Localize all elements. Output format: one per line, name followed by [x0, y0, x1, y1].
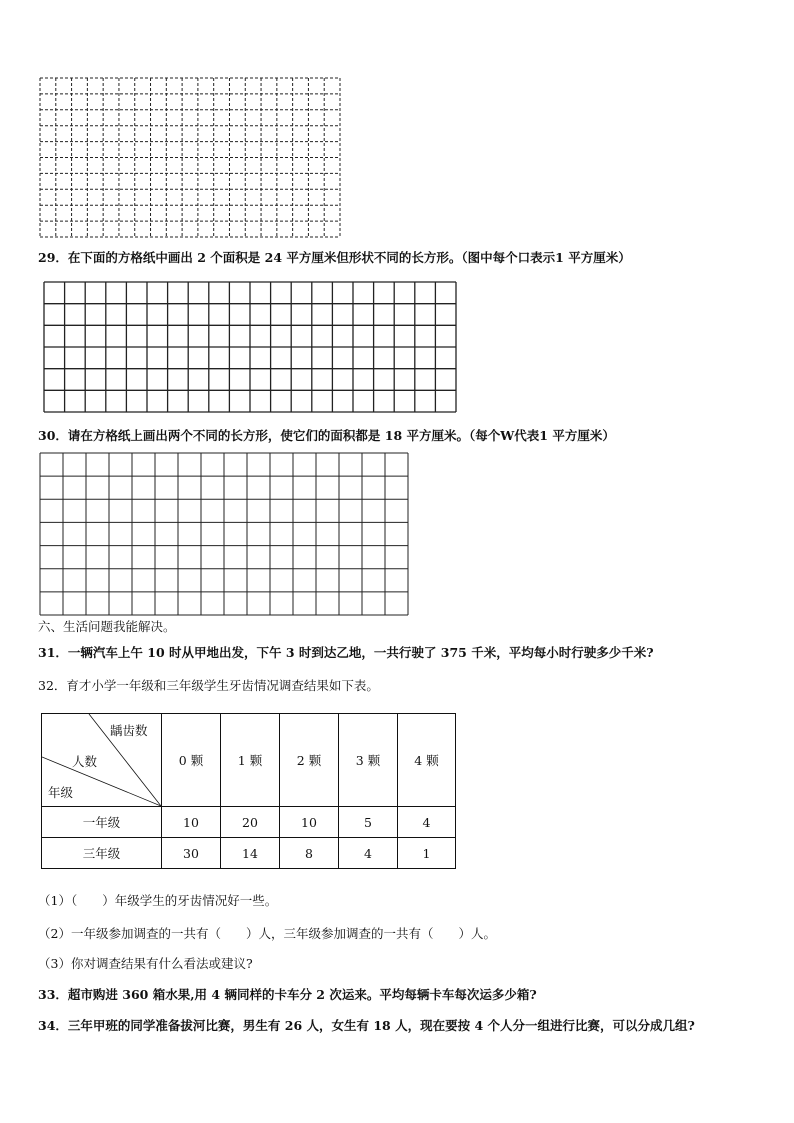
table-cell: 5 — [339, 807, 398, 838]
corner-label-top: 龋齿数 — [110, 723, 148, 738]
corner-label-middle: 人数 — [72, 754, 98, 769]
question-31: 31．一辆汽车上午 10 时从甲地出发，下午 3 时到达乙地，一共行驶了 375 千米，平均每小时行驶多少千米? — [38, 645, 654, 660]
question-32-part-2: （2）一年级参加调查的一共有（ ）人，三年级参加调查的一共有（ ）人。 — [38, 926, 496, 941]
row-label: 三年级 — [42, 838, 162, 869]
header-cell: 0 颗 — [162, 714, 221, 807]
grid-paper-q30[interactable] — [39, 452, 409, 616]
question-29: 29．在下面的方格纸中画出 2 个面积是 24 平方厘米但形状不同的长方形。（图中每个口表示1 平方厘米） — [38, 250, 631, 265]
table-cell: 14 — [221, 838, 280, 869]
row-label: 一年级 — [42, 807, 162, 838]
question-32-part-3: （3）你对调查结果有什么看法或建议? — [38, 956, 253, 971]
question-30: 30．请在方格纸上画出两个不同的长方形，使它们的面积都是 18 平方厘米。（每个W代表1 平方厘米） — [38, 428, 615, 443]
table-cell: 10 — [280, 807, 339, 838]
table-cell: 30 — [162, 838, 221, 869]
survey-table — [41, 713, 456, 869]
grid-paper-q29[interactable] — [43, 281, 457, 413]
section-heading: 六、生活问题我能解决。 — [38, 619, 176, 634]
question-32: 32．育才小学一年级和三年级学生牙齿情况调查结果如下表。 — [38, 678, 379, 693]
table-cell: 8 — [280, 838, 339, 869]
question-34: 34．三年甲班的同学准备拔河比赛，男生有 26 人，女生有 18 人，现在要按 4 个人分一组进行比赛，可以分成几组? — [38, 1018, 695, 1033]
corner-header-cell — [42, 714, 162, 807]
dashed-grid-paper — [39, 77, 341, 238]
table-row — [42, 838, 456, 869]
corner-label-bottom: 年级 — [48, 785, 74, 800]
table-cell: 4 — [398, 807, 456, 838]
question-32-part-1: （1）（ ）年级学生的牙齿情况好一些。 — [38, 893, 278, 908]
header-cell: 1 颗 — [221, 714, 280, 807]
table-cell: 20 — [221, 807, 280, 838]
table-cell: 4 — [339, 838, 398, 869]
header-cell: 2 颗 — [280, 714, 339, 807]
question-33: 33．超市购进 360 箱水果,用 4 辆同样的卡车分 2 次运来。平均每辆卡车每次运多少箱? — [38, 987, 537, 1002]
table-cell: 1 — [398, 838, 456, 869]
header-cell: 3 颗 — [339, 714, 398, 807]
table-row — [42, 807, 456, 838]
table-cell: 10 — [162, 807, 221, 838]
header-cell: 4 颗 — [398, 714, 456, 807]
